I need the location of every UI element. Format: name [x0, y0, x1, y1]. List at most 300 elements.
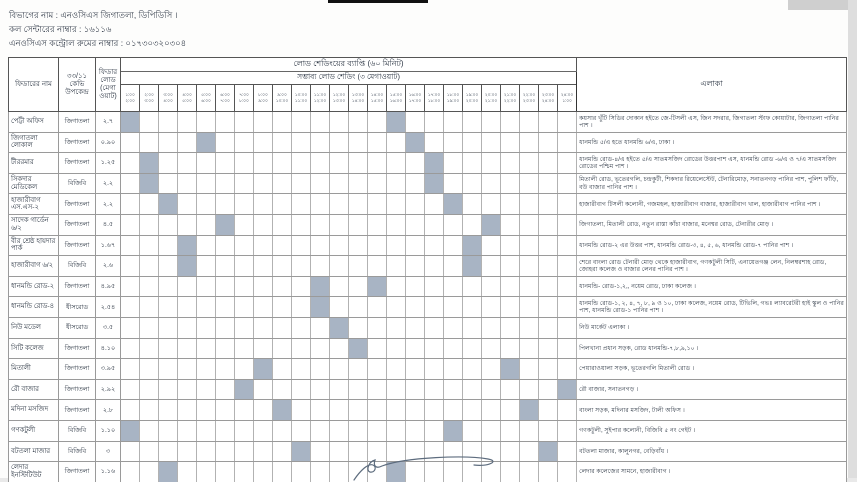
time-slot-cell — [197, 379, 216, 400]
time-slot-cell — [444, 317, 463, 338]
time-slot-cell — [121, 338, 140, 359]
time-slot-cell — [501, 338, 520, 359]
time-slot-cell — [292, 214, 311, 235]
feeder-name-cell: হাজারীবাগ এস.এস-২ — [9, 194, 59, 215]
time-slot-header: ১৫:০০ ১৬:০০ — [387, 85, 406, 112]
time-slot-cell — [539, 379, 558, 400]
time-slot-cell — [311, 112, 330, 133]
time-slot-cell — [254, 379, 273, 400]
feeder-name-cell: পেট্টী অফিস — [9, 112, 59, 133]
shedding-slot-cell — [444, 194, 463, 215]
time-slot-cell — [368, 132, 387, 153]
time-slot-cell — [349, 132, 368, 153]
time-slot-cell — [159, 379, 178, 400]
shedding-slot-cell — [159, 462, 178, 482]
feeder-row — [9, 214, 847, 235]
time-slot-cell — [387, 400, 406, 421]
time-slot-cell — [235, 112, 254, 133]
load-value-cell: ২.৭ — [96, 112, 121, 133]
feeder-row — [9, 132, 847, 153]
time-slot-header: ১৩:০০ ১৪:০০ — [349, 85, 368, 112]
time-slot-cell — [501, 379, 520, 400]
time-slot-cell — [197, 153, 216, 174]
time-slot-cell — [254, 462, 273, 482]
time-slot-cell — [216, 400, 235, 421]
time-slot-cell — [539, 194, 558, 215]
shedding-slot-cell — [216, 214, 235, 235]
substation-header: ৩৩/১১ কেভি উপকেন্দ্র — [59, 58, 96, 112]
time-slot-cell — [501, 420, 520, 441]
area-description-cell: গণকটুলী, সুইপার কলোনী, বিজিবি ৫ নং গেইট । — [577, 420, 847, 441]
time-slot-cell — [444, 112, 463, 133]
substation-cell: জিগাতলা — [59, 462, 96, 482]
time-slot-cell — [273, 420, 292, 441]
time-slot-cell — [216, 173, 235, 194]
time-slot-cell — [178, 379, 197, 400]
time-slot-cell — [121, 153, 140, 174]
time-slot-cell — [425, 276, 444, 297]
time-slot-cell — [311, 400, 330, 421]
time-slot-cell — [425, 317, 444, 338]
time-slot-cell — [178, 173, 197, 194]
time-slot-cell — [482, 317, 501, 338]
time-slot-cell — [140, 338, 159, 359]
time-slot-cell — [501, 132, 520, 153]
time-slot-cell — [273, 194, 292, 215]
time-slot-cell — [273, 379, 292, 400]
time-slot-cell — [216, 441, 235, 462]
time-slot-cell — [140, 297, 159, 318]
time-slot-cell — [292, 276, 311, 297]
time-slot-cell — [216, 276, 235, 297]
feeder-row — [9, 379, 847, 400]
time-slot-cell — [349, 297, 368, 318]
time-slot-cell — [254, 297, 273, 318]
area-description-cell: লেদার কলেজের সামনে, হাজারীবাগ । — [577, 462, 847, 482]
time-slot-cell — [520, 132, 539, 153]
time-slot-cell — [368, 420, 387, 441]
time-slot-header: ১৬:০০ ১৭:০০ — [406, 85, 425, 112]
shedding-slot-cell — [311, 276, 330, 297]
time-slot-cell — [197, 194, 216, 215]
time-slot-cell — [368, 379, 387, 400]
load-shedding-table — [8, 57, 847, 482]
time-slot-cell — [311, 173, 330, 194]
time-slot-cell — [121, 194, 140, 215]
feeder-row — [9, 400, 847, 421]
load-value-cell: ২.৫৪ — [96, 297, 121, 318]
substation-cell: জিগাতলা — [59, 359, 96, 380]
substation-cell: জিগাতলা — [59, 276, 96, 297]
time-slot-cell — [501, 235, 520, 256]
time-slot-cell — [216, 462, 235, 482]
time-slot-cell — [159, 132, 178, 153]
shedding-slot-cell — [140, 173, 159, 194]
time-slot-cell — [311, 338, 330, 359]
time-slot-cell — [254, 132, 273, 153]
feeder-row — [9, 420, 847, 441]
time-slot-cell — [254, 214, 273, 235]
substation-cell: বিজিবি — [59, 256, 96, 277]
time-slot-cell — [558, 173, 577, 194]
time-slot-cell — [178, 338, 197, 359]
time-slot-cell — [482, 112, 501, 133]
time-slot-header: ৭:০০ ৮:০০ — [235, 85, 254, 112]
time-slot-cell — [406, 173, 425, 194]
time-slot-cell — [273, 297, 292, 318]
time-slot-cell — [159, 153, 178, 174]
time-slot-cell — [387, 256, 406, 277]
time-slot-header: ২৪:০০ ১:০০ — [558, 85, 577, 112]
load-value-cell: ১.৬৭ — [96, 235, 121, 256]
time-slot-cell — [178, 462, 197, 482]
time-slot-cell — [140, 317, 159, 338]
feeder-name-cell: সিকদার মেডিকেল — [9, 173, 59, 194]
time-slot-cell — [121, 441, 140, 462]
time-slot-cell — [406, 235, 425, 256]
time-slot-cell — [235, 132, 254, 153]
substation-cell: জিগাতলা — [59, 214, 96, 235]
time-slot-cell — [235, 256, 254, 277]
time-slot-cell — [539, 317, 558, 338]
substation-cell: জিগাতলা — [59, 338, 96, 359]
substation-cell: জিগাতলা — [59, 153, 96, 174]
time-slot-cell — [387, 235, 406, 256]
time-slot-cell — [520, 317, 539, 338]
scan-artifact-corner — [788, 0, 848, 10]
time-slot-cell — [311, 214, 330, 235]
area-description-cell: জিগাতলা, মিতালী রোড, নতুন রাস্তা কাঁচা বাজার, মনেশ্বর রোড, টেনারীর মোড় । — [577, 214, 847, 235]
time-slot-cell — [273, 276, 292, 297]
shedding-slot-cell — [520, 400, 539, 421]
feeder-name-cell: বটতলা মাজার — [9, 441, 59, 462]
time-slot-cell — [121, 256, 140, 277]
time-slot-cell — [368, 173, 387, 194]
feeder-name-cell: সিটি কলেজ — [9, 338, 59, 359]
time-slot-cell — [121, 297, 140, 318]
time-slot-header: ১৯:০০ ২০:০০ — [463, 85, 482, 112]
time-slot-cell — [311, 132, 330, 153]
time-slot-cell — [197, 256, 216, 277]
load-value-cell: ৩.৯৫ — [96, 359, 121, 380]
area-description-cell: পেয়ারাওয়ালা সড়ক, ভূতেরগলি মিতালী রোড । — [577, 359, 847, 380]
time-slot-cell — [520, 153, 539, 174]
time-slot-cell — [444, 276, 463, 297]
time-slot-cell — [425, 400, 444, 421]
feeder-name-cell: টীররমার — [9, 153, 59, 174]
time-slot-cell — [178, 276, 197, 297]
time-slot-cell — [558, 132, 577, 153]
time-slot-cell — [159, 214, 178, 235]
time-slot-cell — [349, 153, 368, 174]
time-slot-cell — [349, 317, 368, 338]
time-slot-cell — [273, 214, 292, 235]
area-description-cell: ধানমন্ডি রোড-৪/এ হইতে ৫/এ সাতমসজিদ রোডের উত্তরপাশ এস, ধানমন্ডি রোড -৬/এ ও ৭/এ সাতমসজিদ রোডের পশ্চিম পাশ । — [577, 153, 847, 174]
time-slot-cell — [197, 173, 216, 194]
time-slot-cell — [406, 256, 425, 277]
time-slot-cell — [406, 153, 425, 174]
time-slot-cell — [292, 153, 311, 174]
time-slot-cell — [292, 359, 311, 380]
shedding-slot-cell — [558, 379, 577, 400]
area-description-cell: কয়সার খুঁটি সিডির দোকান হইতে জে-টিসলী এস, জিন সদরার, জিগাতলা স্টাফ কোয়াটার, জিগাতলা পানির পাশ । — [577, 112, 847, 133]
substation-cell: জিগাতলা — [59, 400, 96, 421]
time-slot-cell — [387, 173, 406, 194]
time-slot-cell — [292, 173, 311, 194]
area-description-cell: ধানমন্ডি ৫/এ হতে ধানমন্ডি ৬/এ, ঢাকা । — [577, 132, 847, 153]
time-slot-cell — [178, 194, 197, 215]
time-slot-cell — [159, 276, 178, 297]
time-slot-cell — [197, 112, 216, 133]
time-slot-cell — [444, 153, 463, 174]
time-slot-cell — [159, 235, 178, 256]
time-slot-cell — [216, 317, 235, 338]
scan-top-mark — [328, 0, 428, 3]
time-slot-cell — [444, 132, 463, 153]
time-slot-cell — [368, 153, 387, 174]
time-slot-cell — [482, 400, 501, 421]
time-slot-cell — [330, 132, 349, 153]
time-slot-cell — [140, 462, 159, 482]
time-slot-cell — [425, 297, 444, 318]
time-slot-cell — [520, 214, 539, 235]
time-slot-cell — [254, 194, 273, 215]
shedding-slot-cell — [463, 235, 482, 256]
time-slot-cell — [159, 256, 178, 277]
time-slot-header: ৩:০০ ৪:০০ — [159, 85, 178, 112]
time-slot-cell — [425, 132, 444, 153]
time-slot-cell — [387, 153, 406, 174]
load-value-cell: ২.৮ — [96, 400, 121, 421]
shedding-slot-cell — [140, 153, 159, 174]
time-slot-cell — [539, 153, 558, 174]
time-slot-cell — [463, 317, 482, 338]
area-description-cell: বটতলা মাজার, কালুনগর, বেড়িবাঁধ । — [577, 441, 847, 462]
time-slot-cell — [121, 462, 140, 482]
feeder-row — [9, 297, 847, 318]
time-slot-cell — [216, 235, 235, 256]
control-room-line: এনওসিএস কন্ট্রোল রুমের নাম্বার : ০১৭৩০৩২০৩০৪ — [9, 38, 187, 48]
time-slot-cell — [235, 297, 254, 318]
time-slot-cell — [501, 153, 520, 174]
shedding-slot-cell — [539, 441, 558, 462]
feeder-row — [9, 276, 847, 297]
time-slot-cell — [330, 235, 349, 256]
time-slot-cell — [197, 338, 216, 359]
time-slot-cell — [387, 194, 406, 215]
feeder-name-cell: গণকটুলী — [9, 420, 59, 441]
time-slot-cell — [349, 359, 368, 380]
time-slot-cell — [368, 214, 387, 235]
time-slot-cell — [216, 338, 235, 359]
time-slot-cell — [330, 214, 349, 235]
time-slot-cell — [558, 338, 577, 359]
shedding-slot-cell — [273, 400, 292, 421]
feeder-row — [9, 153, 847, 174]
time-slot-cell — [463, 153, 482, 174]
time-slot-cell — [482, 173, 501, 194]
time-slot-cell — [539, 214, 558, 235]
time-slot-cell — [235, 400, 254, 421]
time-slot-cell — [349, 276, 368, 297]
feeder-load-header: ফিডার লোড (মেগা ওয়াট) — [96, 58, 121, 112]
time-slot-cell — [406, 297, 425, 318]
shedding-slot-cell — [178, 256, 197, 277]
time-slot-cell — [273, 153, 292, 174]
time-slot-cell — [463, 379, 482, 400]
time-slot-cell — [311, 256, 330, 277]
time-slot-cell — [311, 153, 330, 174]
time-slot-header: ৬:০০ ৭:০০ — [216, 85, 235, 112]
time-slot-cell — [273, 173, 292, 194]
time-slot-cell — [520, 235, 539, 256]
substation-cell: বিজিবি — [59, 173, 96, 194]
time-slot-cell — [482, 297, 501, 318]
time-slot-cell — [463, 400, 482, 421]
time-slot-cell — [539, 420, 558, 441]
time-slot-cell — [330, 297, 349, 318]
time-slot-cell — [178, 112, 197, 133]
time-slot-cell — [159, 338, 178, 359]
time-slot-cell — [406, 317, 425, 338]
feeder-row — [9, 359, 847, 380]
time-slot-cell — [140, 112, 159, 133]
time-slot-cell — [444, 400, 463, 421]
time-slot-cell — [330, 173, 349, 194]
time-slot-cell — [311, 462, 330, 482]
time-slot-cell — [311, 441, 330, 462]
time-slot-cell — [292, 235, 311, 256]
time-slot-header: ২০:০০ ২১:০০ — [482, 85, 501, 112]
time-slot-cell — [254, 153, 273, 174]
time-slot-cell — [254, 112, 273, 133]
time-slot-cell — [520, 359, 539, 380]
time-slot-cell — [558, 256, 577, 277]
area-description-cell: রৌ বাজার, সনাতনগড় । — [577, 379, 847, 400]
signature-mark — [348, 451, 518, 482]
load-value-cell: ১.১০ — [96, 420, 121, 441]
substation-cell: জিগাতলা — [59, 379, 96, 400]
time-slot-cell — [254, 338, 273, 359]
time-slot-cell — [387, 317, 406, 338]
time-slot-cell — [330, 256, 349, 277]
time-slot-cell — [178, 420, 197, 441]
time-slot-cell — [406, 400, 425, 421]
time-slot-cell — [463, 173, 482, 194]
substation-cell: জিগাতলা — [59, 194, 96, 215]
time-slot-cell — [273, 112, 292, 133]
time-slot-cell — [121, 317, 140, 338]
time-slot-cell — [349, 112, 368, 133]
time-slot-cell — [558, 153, 577, 174]
load-value-cell: ১.১৬ — [96, 462, 121, 482]
shedding-slot-cell — [425, 173, 444, 194]
shedding-slot-cell — [235, 379, 254, 400]
feeder-name-cell: সাদেক গার্ডেন ৬/২ — [9, 214, 59, 235]
shedding-slot-cell — [121, 112, 140, 133]
time-slot-cell — [292, 420, 311, 441]
time-slot-cell — [235, 194, 254, 215]
time-slot-cell — [159, 359, 178, 380]
area-description-cell: নিউ মার্কেট এলাকা । — [577, 317, 847, 338]
feeder-name-cell: মদিনা মসজিদ — [9, 400, 59, 421]
time-slot-header: ১১:০০ ১২:০০ — [311, 85, 330, 112]
time-slot-cell — [406, 112, 425, 133]
time-slot-cell — [501, 297, 520, 318]
feeder-row — [9, 338, 847, 359]
time-slot-cell — [235, 317, 254, 338]
time-slot-cell — [482, 256, 501, 277]
time-slot-cell — [520, 297, 539, 318]
time-slot-cell — [482, 194, 501, 215]
time-slot-cell — [292, 297, 311, 318]
shedding-slot-cell — [292, 441, 311, 462]
time-slot-cell — [349, 194, 368, 215]
time-slot-cell — [292, 132, 311, 153]
time-slot-header: ১২:০০ ১৩:০০ — [330, 85, 349, 112]
load-value-cell: ২.২ — [96, 194, 121, 215]
feeder-name-cell: লেদার ইনস্টিটিউট — [9, 462, 59, 482]
time-slot-cell — [311, 359, 330, 380]
time-slot-cell — [406, 379, 425, 400]
time-slot-cell — [216, 256, 235, 277]
feeder-row — [9, 173, 847, 194]
time-slot-cell — [539, 462, 558, 482]
time-slot-cell — [539, 276, 558, 297]
time-slot-cell — [121, 173, 140, 194]
time-slot-cell — [254, 276, 273, 297]
time-slot-cell — [254, 420, 273, 441]
time-slot-cell — [387, 214, 406, 235]
time-slot-cell — [330, 441, 349, 462]
time-slot-cell — [273, 235, 292, 256]
time-slot-cell — [273, 132, 292, 153]
time-slot-cell — [349, 400, 368, 421]
area-description-cell: শেরে বাংলা রোড টেনারী মোড় থেকে হাজারীবাগ, গণকটুলী সিটি, এনায়েতগঞ্জ লেন, নিলম্বরশাহ রোড, জোহরা কলেজ ও বাজার লেনর পানির পাশ । — [577, 256, 847, 277]
time-slot-cell — [482, 276, 501, 297]
time-slot-cell — [121, 276, 140, 297]
time-slot-cell — [140, 194, 159, 215]
time-slot-cell — [121, 379, 140, 400]
time-slot-header: ১৪:০০ ১৫:০০ — [368, 85, 387, 112]
load-value-cell: ২.৯২ — [96, 379, 121, 400]
time-slot-cell — [539, 235, 558, 256]
time-slot-cell — [140, 400, 159, 421]
time-slot-cell — [292, 256, 311, 277]
time-slot-cell — [387, 359, 406, 380]
time-slot-cell — [558, 235, 577, 256]
time-slot-cell — [501, 194, 520, 215]
time-slot-cell — [463, 359, 482, 380]
load-value-cell: ২.৬ — [96, 256, 121, 277]
substation-cell: ধীসরোড — [59, 297, 96, 318]
time-slot-cell — [330, 338, 349, 359]
time-slot-cell — [235, 214, 254, 235]
time-slot-cell — [349, 256, 368, 277]
time-slot-cell — [463, 297, 482, 318]
time-slot-cell — [387, 420, 406, 441]
time-slot-cell — [444, 379, 463, 400]
shedding-slot-cell — [311, 297, 330, 318]
time-slot-cell — [520, 256, 539, 277]
substation-cell: জিগাতলা — [59, 235, 96, 256]
time-slot-cell — [140, 441, 159, 462]
time-slot-header: ১:০০ ২:০০ — [121, 85, 140, 112]
shedding-slot-cell — [425, 153, 444, 174]
time-slot-cell — [539, 112, 558, 133]
time-slot-cell — [425, 420, 444, 441]
time-slot-cell — [520, 338, 539, 359]
